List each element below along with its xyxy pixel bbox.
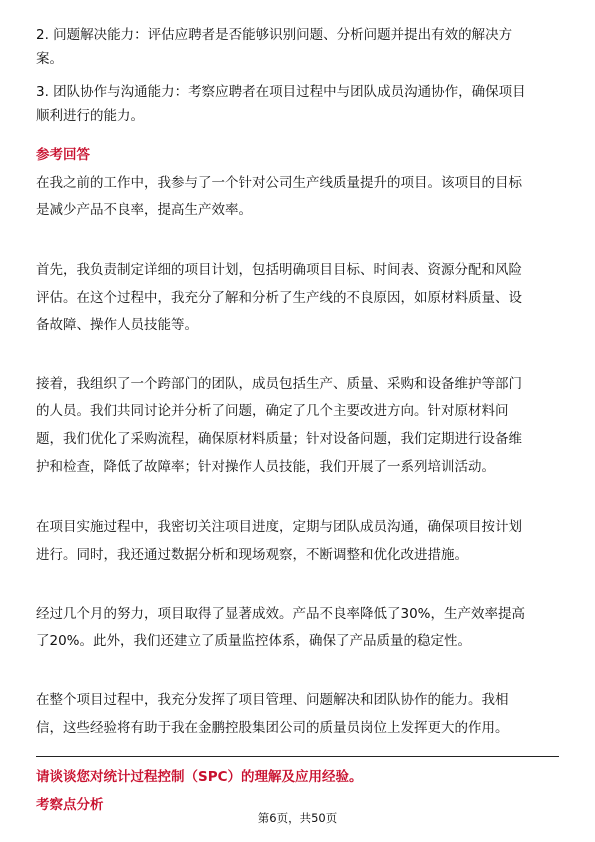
section-divider xyxy=(36,756,559,757)
paragraph-1-line-1: 在我之前的工作中，我参与了一个针对公司生产线质量提升的项目。该项目的目标 xyxy=(36,175,522,191)
next-section-heading: 考察点分析 xyxy=(36,797,104,813)
page-number: 第6页，共50页 xyxy=(257,811,338,825)
paragraph-5-line-2: 了20%。此外，我们还建立了质量监控体系，确保了产品质量的稳定性。 xyxy=(36,633,472,649)
answer-heading: 参考回答 xyxy=(36,147,90,163)
paragraph-6-line-2: 信，这些经验将有助于我在金鹏控股集团公司的质量员岗位上发挥更大的作用。 xyxy=(36,720,509,736)
point-2-line-2: 案。 xyxy=(36,51,63,67)
point-3-line-1: 3. 团队协作与沟通能力：考察应聘者在项目过程中与团队成员沟通协作，确保项目 xyxy=(36,84,526,100)
point-2-line-1: 2. 问题解决能力：评估应聘者是否能够识别问题、分析问题并提出有效的解决方 xyxy=(36,27,513,43)
paragraph-6-line-1: 在整个项目过程中，我充分发挥了项目管理、问题解决和团队协作的能力。我相 xyxy=(36,692,509,708)
paragraph-3-line-2: 的人员。我们共同讨论并分析了问题，确定了几个主要改进方向。针对原材料问 xyxy=(36,403,509,419)
point-3-line-2: 顺利进行的能力。 xyxy=(36,108,144,124)
paragraph-1-line-2: 是减少产品不良率，提高生产效率。 xyxy=(36,202,252,218)
paragraph-3-line-3: 题，我们优化了采购流程，确保原材料质量；针对设备问题，我们定期进行设备维 xyxy=(36,431,522,447)
paragraph-5-line-1: 经过几个月的努力，项目取得了显著成效。产品不良率降低了30%，生产效率提高 xyxy=(36,606,526,622)
paragraph-4-line-1: 在项目实施过程中，我密切关注项目进度，定期与团队成员沟通，确保项目按计划 xyxy=(36,519,522,535)
paragraph-2-line-2: 评估。在这个过程中，我充分了解和分析了生产线的不良原因，如原材料质量、设 xyxy=(36,290,522,306)
paragraph-3-line-4: 护和检查，降低了故障率；针对操作人员技能，我们开展了一系列培训活动。 xyxy=(36,459,495,475)
paragraph-4-line-2: 进行。同时，我还通过数据分析和现场观察，不断调整和优化改进措施。 xyxy=(36,547,468,563)
paragraph-2-line-1: 首先，我负责制定详细的项目计划，包括明确项目目标、时间表、资源分配和风险 xyxy=(36,262,522,278)
paragraph-2-line-3: 备故障、操作人员技能等。 xyxy=(36,317,198,333)
paragraph-3-line-1: 接着，我组织了一个跨部门的团队，成员包括生产、质量、采购和设备维护等部门 xyxy=(36,376,522,392)
next-question: 请谈谈您对统计过程控制（SPC）的理解及应用经验。 xyxy=(36,769,363,785)
